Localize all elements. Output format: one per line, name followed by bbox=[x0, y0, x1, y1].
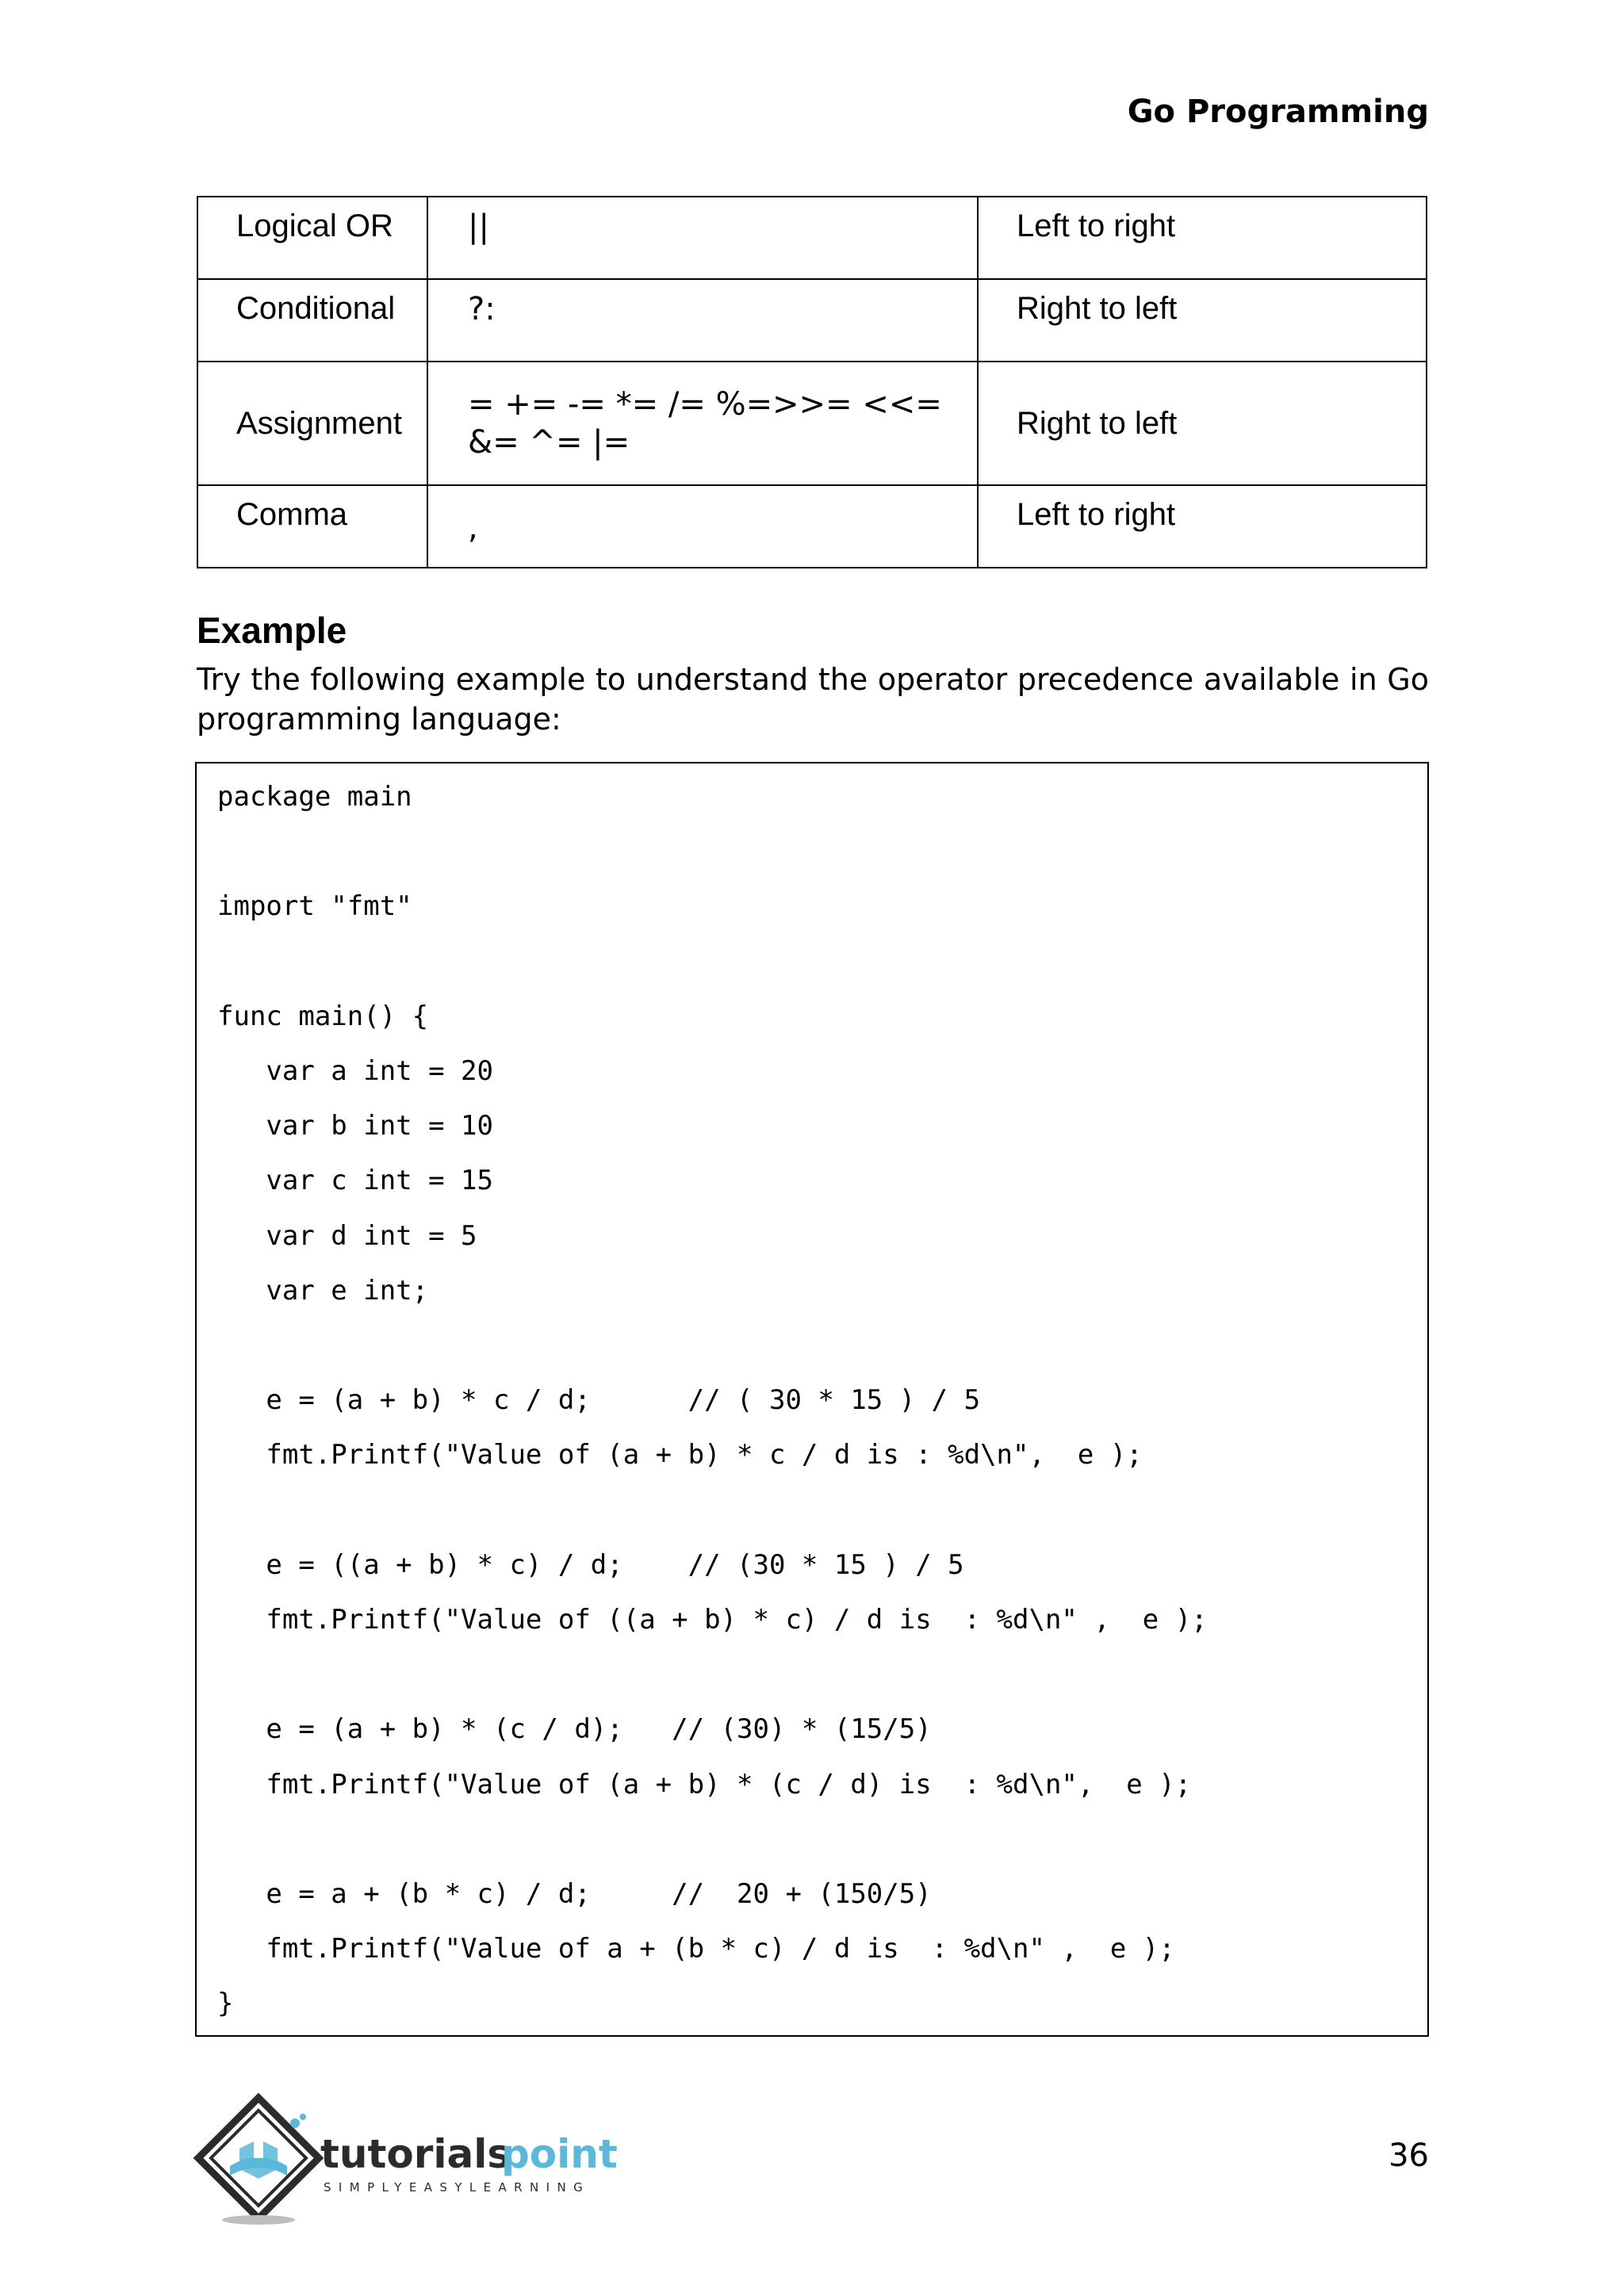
table-row bbox=[197, 485, 1427, 568]
code-line: func main() { bbox=[217, 1000, 429, 1032]
category-cell: Conditional bbox=[197, 279, 427, 362]
associativity-cell: Right to left bbox=[978, 279, 1427, 362]
code-line: var c int = 15 bbox=[217, 1165, 493, 1197]
code-line: } bbox=[217, 1988, 234, 2020]
code-line: import "fmt" bbox=[217, 890, 412, 923]
category-cell: Logical OR bbox=[197, 197, 427, 279]
code-line: e = (a + b) * (c / d); // (30) * (15/5) bbox=[217, 1713, 932, 1746]
operator-precedence-table bbox=[197, 196, 1427, 568]
page-header-title: Go Programming bbox=[1127, 94, 1429, 130]
code-line: fmt.Printf("Value of (a + b) * (c / d) is : %d\n", e ); bbox=[217, 1768, 1192, 1800]
operator-cell: ?: bbox=[427, 279, 978, 362]
code-line: e = ((a + b) * c) / d; // (30 * 15 ) / 5 bbox=[217, 1548, 964, 1581]
logo-diamond-icon bbox=[198, 2098, 319, 2225]
code-line: package main bbox=[217, 781, 412, 813]
associativity-cell: Left to right bbox=[978, 485, 1427, 568]
code-block bbox=[195, 762, 1429, 2037]
code-line: fmt.Printf("Value of ((a + b) * c) / d is : %d\n" , e ); bbox=[217, 1604, 1208, 1636]
section-title: Example bbox=[197, 610, 347, 651]
table-row bbox=[197, 197, 1427, 279]
associativity-cell: Right to left bbox=[978, 362, 1427, 485]
code-line: var a int = 20 bbox=[217, 1055, 493, 1087]
category-cell: Assignment bbox=[197, 362, 427, 485]
operator-cell: = += -= *= /= %=>>= <<= &= ^= |= bbox=[427, 362, 978, 485]
code-line: var d int = 5 bbox=[217, 1219, 477, 1252]
logo-text-point: point bbox=[501, 2131, 618, 2177]
operator-cell: , bbox=[427, 485, 978, 568]
logo-text-tutorials: tutorials bbox=[320, 2131, 511, 2177]
table-row bbox=[197, 362, 1427, 485]
code-line: var b int = 10 bbox=[217, 1110, 493, 1142]
code-line: e = (a + b) * c / d; // ( 30 * 15 ) / 5 bbox=[217, 1384, 981, 1417]
table-row bbox=[197, 279, 1427, 362]
operator-cell: || bbox=[427, 197, 978, 279]
code-line: fmt.Printf("Value of a + (b * c) / d is : %d\n" , e ); bbox=[217, 1933, 1175, 1965]
code-line: var e int; bbox=[217, 1274, 429, 1307]
category-cell: Comma bbox=[197, 485, 427, 568]
intro-paragraph: Try the following example to understand the operator precedence available in Go programming language: bbox=[197, 662, 1429, 737]
associativity-cell: Left to right bbox=[978, 197, 1427, 279]
code-line: e = a + (b * c) / d; // 20 + (150/5) bbox=[217, 1878, 932, 1910]
page-number: 36 bbox=[1388, 2137, 1429, 2174]
code-line: fmt.Printf("Value of (a + b) * c / d is : %d\n", e ); bbox=[217, 1439, 1143, 1471]
tutorialspoint-logo bbox=[190, 2093, 634, 2228]
logo-tagline: SIMPLYEASYLEARNING bbox=[324, 2180, 591, 2195]
